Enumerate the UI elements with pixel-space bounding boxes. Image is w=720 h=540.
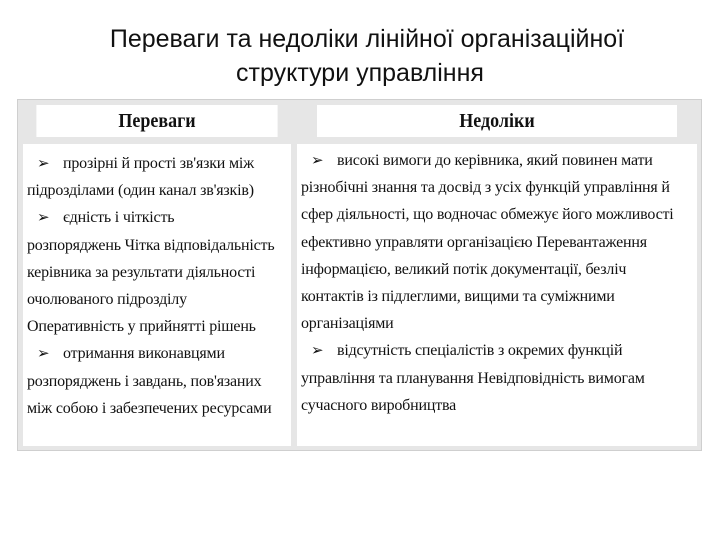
arrow-bullet-icon: ➢ bbox=[311, 151, 324, 169]
advantage-line: ➢ отримання виконавцями bbox=[27, 340, 287, 367]
slide-title-line-1: Переваги та недоліки лінійної організаційної bbox=[109, 25, 625, 53]
arrow-bullet-icon: ➢ bbox=[37, 208, 50, 227]
header-advantages bbox=[36, 105, 277, 137]
advantage-line: керівника за результати діяльності bbox=[27, 263, 256, 281]
arrow-bullet-icon: ➢ bbox=[311, 341, 324, 360]
slide-title bbox=[0, 22, 720, 90]
advantage-line: очолюваного підрозділу bbox=[27, 291, 187, 309]
disadvantage-line: ➢ високі вимоги до керівника, який повинен мати bbox=[301, 147, 693, 174]
header-advantages-label: Переваги bbox=[118, 109, 196, 132]
header-disadvantages bbox=[317, 105, 677, 137]
advantages-cell bbox=[23, 144, 291, 446]
disadvantage-line: управління та планування Невідповідність вимогам bbox=[301, 369, 645, 387]
advantage-line: Оперативність у прийнятті рішень bbox=[27, 318, 256, 336]
advantage-line: підрозділами (один канал зв'язків) bbox=[27, 182, 254, 200]
disadvantages-cell bbox=[297, 144, 697, 446]
arrow-bullet-icon: ➢ bbox=[37, 344, 50, 363]
disadvantage-line: організаціями bbox=[301, 315, 394, 333]
comparison-table bbox=[17, 99, 702, 451]
disadvantage-line: контактів із підлеглими, вищими та суміжними bbox=[301, 288, 615, 306]
header-disadvantages-label: Недоліки bbox=[459, 109, 535, 132]
disadvantage-line: ➢ відсутність спеціалістів з окремих функцій bbox=[301, 337, 693, 364]
disadvantage-line: сучасного виробництва bbox=[301, 396, 457, 414]
advantage-line: ➢ єдність і чіткість bbox=[27, 204, 287, 231]
advantage-line: розпоряджень і завдань, пов'язаних bbox=[27, 372, 262, 390]
slide-title-line-2: структури управління bbox=[236, 59, 484, 87]
disadvantage-line: різнобічні знання та досвід з усіх функцій управління й bbox=[301, 179, 670, 197]
advantage-line: ➢ прозірні й прості зв'язки між bbox=[27, 150, 287, 177]
arrow-bullet-icon: ➢ bbox=[37, 154, 50, 172]
disadvantage-line: інформацією, великий потік документації, безліч bbox=[301, 260, 627, 278]
disadvantage-line: сфер діяльності, що водночас обмежує його можливості bbox=[301, 206, 674, 224]
disadvantage-line: ефективно управляти організацією Перевантаження bbox=[301, 233, 647, 251]
advantage-line: розпоряджень Чітка відповідальність bbox=[27, 236, 275, 254]
advantage-line: між собою і забезпечених ресурсами bbox=[27, 399, 272, 417]
